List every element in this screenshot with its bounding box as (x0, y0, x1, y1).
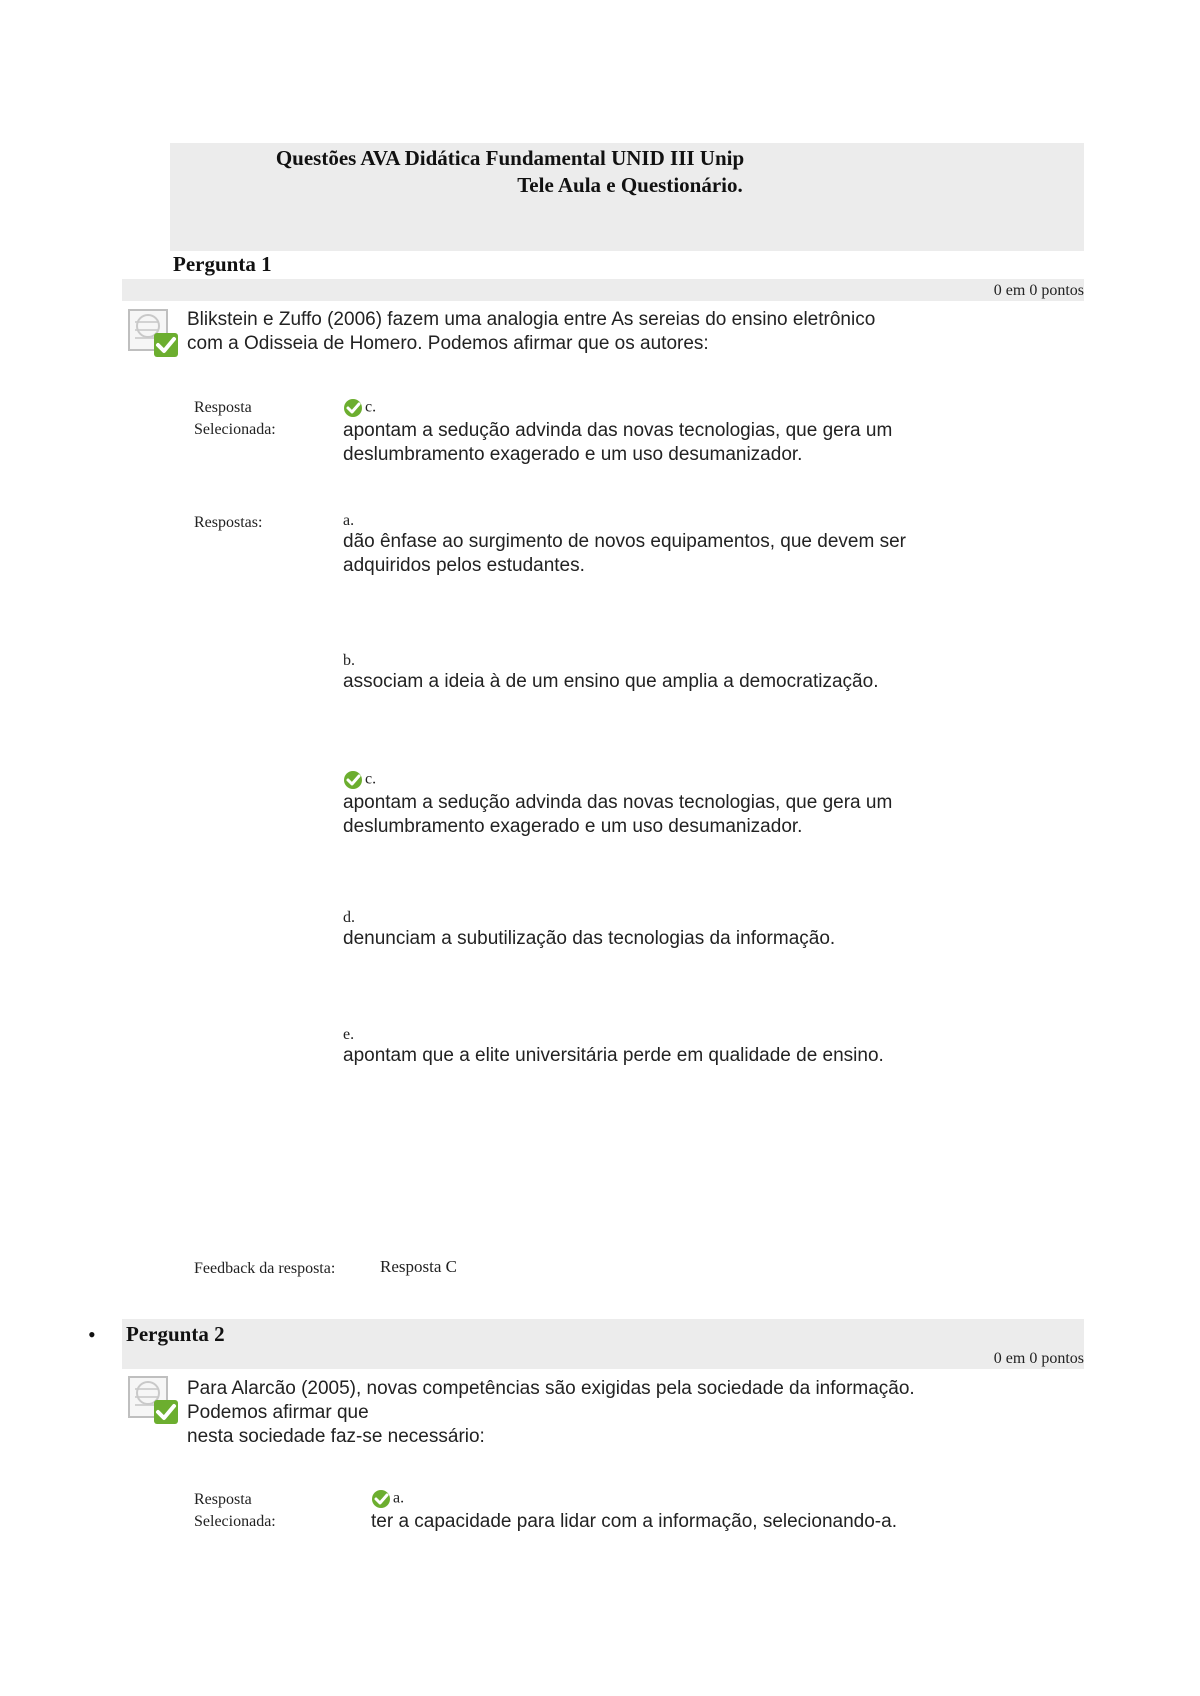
option-e-letter: e. (343, 1026, 355, 1043)
question-1-score: 0 em 0 pontos (993, 282, 1084, 299)
option-d (343, 909, 1043, 951)
option-b-letter: b. (343, 652, 355, 669)
question-1-heading: Pergunta 1 (173, 252, 272, 276)
question-1-selected-answer (343, 397, 1043, 467)
check-circle-icon (343, 769, 365, 791)
question-2-text (187, 1377, 1087, 1449)
answers-label: Respostas: (194, 514, 263, 531)
selected-text-line-1: ter a capacidade para lidar com a informação, selecionando-a. (371, 1511, 897, 1532)
option-e-text-line-1: apontam que a elite universitária perde em qualidade de ensino. (343, 1045, 884, 1066)
option-d-letter: d. (343, 909, 355, 926)
option-b (343, 652, 1043, 694)
option-c-text-line-2: deslumbramento exagerado e um uso desumanizador. (343, 816, 803, 837)
selected-label-line-1: Resposta (194, 1491, 252, 1508)
question-2-score-bar (122, 1347, 1084, 1369)
selected-text-line-2: deslumbramento exagerado e um uso desumanizador. (343, 444, 803, 465)
option-c (343, 769, 1043, 839)
option-b-text-line-1: associam a ideia à de um ensino que amplia a democratização. (343, 671, 879, 692)
selected-text-line-1: apontam a sedução advinda das novas tecnologias, que gera um (343, 420, 893, 441)
question-2-heading: Pergunta 2 (126, 1322, 225, 1346)
selected-letter: c. (365, 398, 377, 416)
question-2-text-line-1: Para Alarcão (2005), novas competências são exigidas pela sociedade da informação. (187, 1378, 915, 1399)
list-bullet: • (88, 1322, 96, 1347)
question-correct-icon (126, 307, 180, 359)
check-circle-icon (343, 397, 365, 419)
check-circle-icon (371, 1488, 393, 1510)
document-title: Questões AVA Didática Fundamental UNID III Unip (275, 146, 745, 170)
option-c-text-line-1: apontam a sedução advinda das novas tecnologias, que gera um (343, 792, 893, 813)
option-e (343, 1026, 1043, 1068)
feedback-text: Resposta C (380, 1257, 457, 1276)
option-d-text-line-1: denunciam a subutilização das tecnologias da informação. (343, 928, 836, 949)
selected-answer-label (194, 397, 276, 441)
selected-letter: a. (393, 1489, 405, 1507)
question-1-score-bar (122, 279, 1084, 301)
selected-label-line-2: Selecionada: (194, 421, 276, 438)
option-c-letter: c. (365, 770, 377, 788)
feedback-label: Feedback da resposta: (194, 1260, 336, 1277)
question-correct-icon (126, 1374, 180, 1426)
selected-label-line-2: Selecionada: (194, 1513, 276, 1530)
question-1-text (187, 308, 1087, 356)
question-2-text-line-3: nesta sociedade faz-se necessário: (187, 1426, 485, 1447)
question-1-text-line-1: Blikstein e Zuffo (2006) fazem uma analogia entre As sereias do ensino eletrônico (187, 309, 876, 330)
document-subtitle: Tele Aula e Questionário. (517, 173, 743, 197)
option-a (343, 512, 1043, 578)
selected-label-line-1: Resposta (194, 399, 252, 416)
question-1-text-line-2: com a Odisseia de Homero. Podemos afirmar que os autores: (187, 333, 709, 354)
selected-answer-label (194, 1489, 276, 1533)
question-2-selected-answer (371, 1488, 1071, 1534)
option-a-text-line-1: dão ênfase ao surgimento de novos equipamentos, que devem ser (343, 531, 906, 552)
option-a-letter: a. (343, 512, 355, 529)
option-a-text-line-2: adquiridos pelos estudantes. (343, 555, 585, 576)
question-2-score: 0 em 0 pontos (993, 1350, 1084, 1367)
question-2-text-line-2: Podemos afirmar que (187, 1402, 369, 1423)
